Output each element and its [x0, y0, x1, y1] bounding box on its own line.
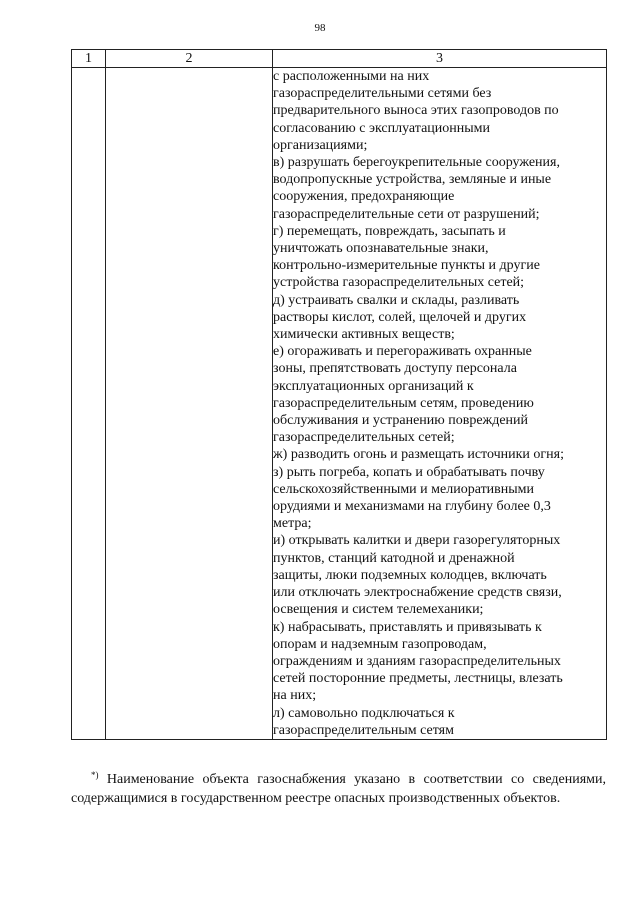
- table-cell-text-line: газораспределительных сетей;: [273, 430, 455, 446]
- column-header-1: 1: [72, 50, 106, 68]
- table-cell-text-line: сооружения, предохраняющие: [273, 189, 455, 205]
- footnote-text-1: Наименование объекта газоснабжения указано в соответствии со сведениями,: [106, 772, 606, 787]
- table-cell-text-line: согласованию с эксплуатационными: [273, 120, 491, 136]
- table-cell-text-line: орудиями и механизмами на глубину более 0,3: [273, 499, 551, 515]
- column-header-3: 3: [273, 50, 607, 68]
- table-cell-text-line: предварительного выноса этих газопроводов по: [273, 103, 559, 119]
- table-cell-text-line: или отключать электроснабжение средств связи,: [273, 585, 562, 601]
- table-cell-column-1: [72, 68, 106, 740]
- table-cell-text-line: ограждениям и зданиям газораспределительных: [273, 653, 561, 669]
- column-header-2: 2: [106, 50, 273, 68]
- table-cell-text-line: к) набрасывать, приставлять и привязывать к: [273, 619, 542, 635]
- table-cell-text-line: з) рыть погреба, копать и обрабатывать почву: [273, 464, 545, 480]
- table-cell-text-line: пунктов, станций катодной и дренажной: [273, 550, 515, 566]
- footnote-line-2: содержащимися в государственном реестре опасных производственных объектов.: [71, 791, 561, 806]
- table-cell-text-line: химически активных веществ;: [273, 327, 455, 343]
- table-cell-text-line: зоны, препятствовать доступу персонала: [273, 361, 517, 377]
- table-cell-text-line: газораспределительным сетям, проведению: [273, 395, 534, 411]
- table-cell-text-line: опорам и надземным газопроводам,: [273, 636, 487, 652]
- table-cell-text-line: газораспределительные сети от разрушений;: [273, 206, 540, 222]
- table-row: [72, 68, 607, 740]
- footnote-line-1: [71, 770, 606, 789]
- table-cell-text-line: эксплуатационных организаций к: [273, 378, 474, 394]
- document-table: [71, 49, 607, 740]
- table-cell-text-line: уничтожать опознавательные знаки,: [273, 241, 489, 257]
- footnote-marker: *): [91, 770, 99, 780]
- table-cell-text-line: д) устраивать свалки и склады, разливать: [273, 292, 520, 308]
- table-cell-text-line: защиты, люки подземных колодцев, включать: [273, 567, 547, 583]
- table-cell-text-line: на них;: [273, 688, 317, 704]
- table-cell-text-line: контрольно-измерительные пункты и другие: [273, 258, 540, 274]
- table-cell-text-line: освещения и систем телемеханики;: [273, 602, 484, 618]
- table-header-row: [72, 50, 607, 68]
- table-cell-text-line: в) разрушать берегоукрепительные сооружения,: [273, 155, 560, 171]
- table-cell-text-line: и) открывать калитки и двери газорегуляторных: [273, 533, 561, 549]
- table-cell-text-line: водопропускные устройства, земляные и иные: [273, 172, 552, 188]
- table-cell-text-line: обслуживания и устранению повреждений: [273, 413, 529, 429]
- page-number: 98: [314, 22, 326, 34]
- table-cell-text-line: сельскохозяйственными и мелиоративными: [273, 481, 535, 497]
- table-cell-text-line: метра;: [273, 516, 312, 532]
- table-cell-column-2: [106, 68, 273, 740]
- table-cell-text-line: газораспределительными сетями без: [273, 86, 492, 102]
- table-cell-text-line: газораспределительным сетям: [273, 722, 454, 738]
- table-cell-text-line: с расположенными на них: [273, 69, 430, 84]
- table-cell-text-line: е) огораживать и перегораживать охранные: [273, 344, 532, 360]
- table-cell-text-line: устройства газораспределительных сетей;: [273, 275, 525, 291]
- table-cell-text-line: г) перемещать, повреждать, засыпать и: [273, 223, 506, 239]
- table-cell-text-line: организациями;: [273, 137, 368, 153]
- table-cell-column-3: [273, 68, 607, 740]
- table-cell-text-line: ж) разводить огонь и размещать источники огня;: [273, 447, 564, 463]
- table-cell-text-line: сетей посторонние предметы, лестницы, влезать: [273, 671, 563, 687]
- table-cell-text-line: растворы кислот, солей, щелочей и других: [273, 309, 527, 325]
- table-cell-text-line: л) самовольно подключаться к: [273, 705, 455, 721]
